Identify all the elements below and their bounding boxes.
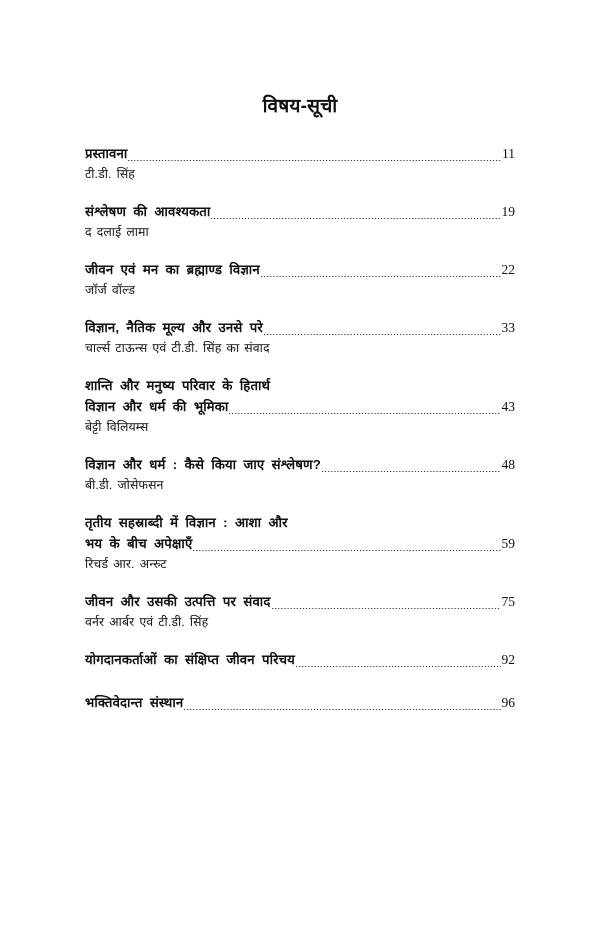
toc-entry-author: बेट्टी विलियम्स [85,420,149,434]
toc-entry[interactable] [85,512,515,574]
dot-leader [296,657,501,670]
toc-entry[interactable] [85,143,515,184]
toc-entry-title: भय के बीच अपेक्षाएँ [85,536,193,551]
toc-page-number: 43 [501,399,515,414]
toc-entry-author: रिचर्ड आर. अन्स्र्ट [85,557,167,571]
toc-entry-title-line [85,259,515,280]
toc-entry-author: टी.डी. सिंह [85,167,135,181]
toc-entry-title: जीवन और उसकी उत्पत्ति पर संवाद [85,594,271,609]
toc-entry-title: विज्ञान और धर्म की भूमिका [85,399,229,414]
toc-entry[interactable] [85,259,515,300]
toc-entry-title-line [85,396,515,417]
toc-entry[interactable] [85,454,515,495]
toc-entry[interactable] [85,201,515,242]
toc-entry-title: भक्तिवेदान्त संस्थान [85,695,184,710]
toc-entry-title: जीवन एवं मन का ब्रह्माण्ड विज्ञान [85,262,260,277]
toc-entry-title-line [85,317,515,338]
toc-entry-title-line [85,512,515,533]
toc-entry[interactable] [85,649,515,670]
page-title: विषय-सूची [262,96,338,117]
toc-entry-title: प्रस्तावना [85,146,128,161]
toc-entry-title: संश्लेषण की आवश्यकता [85,204,211,219]
toc-entry-author: बी.डी. जोसेफसन [85,478,164,492]
toc-entry-title: विज्ञान, नैतिक मूल्य और उनसे परे [85,320,263,335]
toc-entry-title-line [85,375,515,396]
dot-leader [211,209,500,222]
toc-entry-author: वर्नर आर्बर एवं टी.डी. सिंह [85,615,209,629]
toc-page-number: 19 [501,204,515,219]
toc-page-number: 22 [501,262,515,277]
dot-leader [184,700,500,713]
toc-entry-title: विज्ञान और धर्म : कैसे किया जाए संश्लेषण? [85,457,321,472]
toc-entry-author: द दलाई लामा [85,225,149,239]
toc-entry-title: तृतीय सहस्राब्दी में विज्ञान : आशा और [85,515,288,530]
toc-entry[interactable] [85,591,515,632]
toc-page-number: 92 [501,652,515,667]
dot-leader [128,151,501,164]
toc-entry-title: योगदानकर्ताओं का संक्षिप्त जीवन परिचय [85,652,295,667]
toc-entry-title-line [85,143,515,164]
dot-leader [193,541,500,554]
toc-page-number: 48 [501,457,515,472]
dot-leader [261,267,501,280]
toc-entry-author: जॉर्ज वॉल्ड [85,283,136,297]
toc-page-number: 59 [501,536,515,551]
toc-entry-title-line [85,591,515,612]
dot-leader [264,325,501,338]
toc-entry-title-line [85,649,515,670]
toc-page-number: 33 [501,320,515,335]
toc-entry-title-line [85,533,515,554]
toc-page-number: 75 [501,594,515,609]
toc-entry-title-line [85,454,515,475]
toc-entry-title: शान्ति और मनुष्य परिवार के हितार्थ [85,378,271,393]
table-of-contents-list [85,143,515,735]
toc-entry-title-line [85,201,515,222]
toc-entry[interactable] [85,375,515,437]
dot-leader [272,599,501,612]
dot-leader [229,404,500,417]
toc-page-number: 96 [501,695,515,710]
toc-entry-title-line [85,692,515,713]
toc-page-number: 11 [502,146,515,161]
dot-leader [322,462,501,475]
toc-entry[interactable] [85,317,515,358]
toc-entry[interactable] [85,692,515,713]
toc-entry-author: चार्ल्स टाऊन्स एवं टी.डी. सिंह का संवाद [85,341,270,355]
